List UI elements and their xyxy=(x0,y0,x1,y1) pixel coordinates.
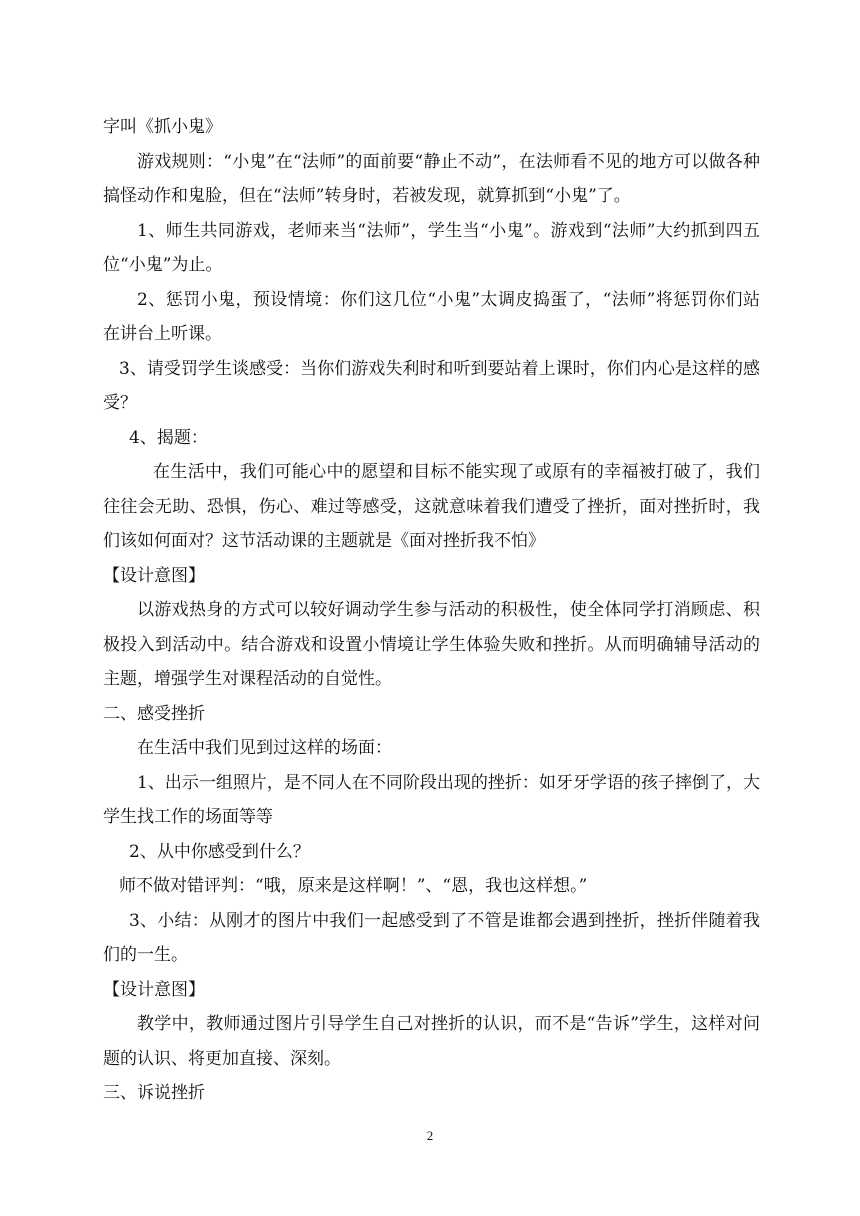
paragraph-what-feel: 2、从中你感受到什么？ xyxy=(129,841,310,862)
paragraph-summary: 3、小结：从刚才的图片中我们一起感受到了不管是谁都会遇到挫折，挫折伴随着我们的一生。 xyxy=(103,910,760,965)
paragraph-scenes-intro: 在生活中我们见到过这样的场面： xyxy=(137,738,392,758)
heading-design-intent-2: 【设计意图】 xyxy=(103,979,205,1000)
paragraph-step-1: 1、师生共同游戏，老师来当“法师”，学生当“小鬼”。游戏到“法师”大约抓到四五位“小鬼”为止。 xyxy=(103,220,760,275)
paragraph-step-4: 4、揭题： xyxy=(129,427,208,448)
document-body xyxy=(103,110,760,1111)
paragraph-step-3: 3、请受罚学生谈感受：当你们游戏失利时和听到要站着上课时，你们内心是这样的感受？ xyxy=(103,358,760,413)
paragraph-photos: 1、出示一组照片，是不同人在不同阶段出现的挫折：如牙牙学语的孩子摔倒了，大学生找工作的场面等等 xyxy=(103,772,760,827)
heading-design-intent: 【设计意图】 xyxy=(103,565,205,586)
paragraph-design-intent-2: 教学中，教师通过图片引导学生自己对挫折的认识，而不是“告诉”学生，这样对问题的认识、将更加直接、深刻。 xyxy=(103,1014,760,1069)
paragraph-teacher-no-judge: 师不做对错评判：“哦，原来是这样啊！”、“恩，我也这样想。” xyxy=(119,876,588,896)
section-heading-tell-setbacks: 三、诉说挫折 xyxy=(103,1083,205,1103)
paragraph-game-name: 字叫《抓小鬼》 xyxy=(103,117,222,137)
page-number: 2 xyxy=(426,1128,434,1143)
paragraph-game-rules: 游戏规则：“小鬼”在“法师”的面前要“静止不动”，在法师看不见的地方可以做各种搞怪动作和鬼脸，但在“法师”转身时，若被发现，就算抓到“小鬼”了。 xyxy=(103,151,760,206)
paragraph-reveal-topic: 在生活中，我们可能心中的愿望和目标不能实现了或原有的幸福被打破了，我们往往会无助、恐惧，伤心、难过等感受，这就意味着我们遭受了挫折，面对挫折时，我们该如何面对？这节活动课的主题就是《面对挫折我不怕》 xyxy=(103,462,760,551)
paragraph-step-2: 2、惩罚小鬼，预设情境：你们这几位“小鬼”太调皮捣蛋了，“法师”将惩罚你们站在讲台上听课。 xyxy=(103,289,760,344)
section-heading-feel-setbacks: 二、感受挫折 xyxy=(103,703,205,724)
paragraph-design-intent-1: 以游戏热身的方式可以较好调动学生参与活动的积极性，使全体同学打消顾虑、积极投入到活动中。结合游戏和设置小情境让学生体验失败和挫折。从而明确辅导活动的主题，增强学生对课程活动的自觉性。 xyxy=(103,600,760,689)
